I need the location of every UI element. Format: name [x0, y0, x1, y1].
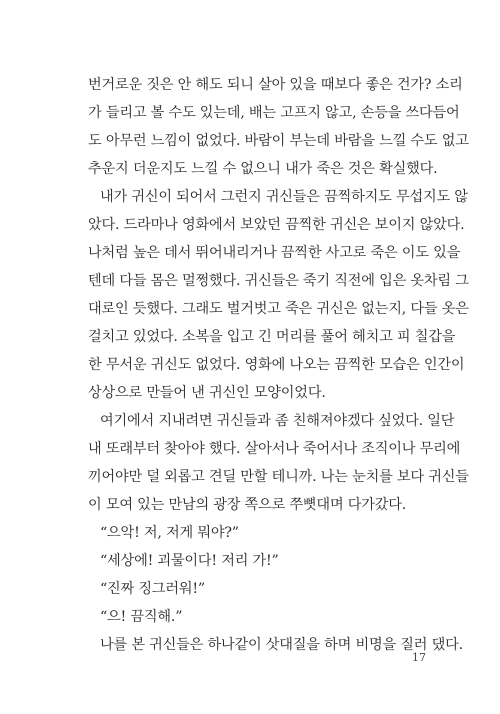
text-line: 대로인 듯했다. 그래도 벌거벗고 죽은 귀신은 없는지, 다들 옷은: [88, 301, 469, 317]
text-line: 추운지 더운지도 느낄 수 없으니 내가 죽은 것은 확실했다.: [88, 161, 438, 177]
dialogue-line: “으악! 저, 저게 뭐야?”: [100, 525, 239, 541]
text-line: 나처럼 높은 데서 뛰어내리거나 끔찍한 사고로 죽은 이도 있을: [88, 245, 461, 261]
text-line: 끼어야만 덜 외롭고 견딜 만할 테니까. 나는 눈치를 보다 귀신들: [88, 469, 469, 485]
text-line: 번거로운 짓은 안 해도 되니 살아 있을 때보다 좋은 건가? 소리: [88, 77, 463, 93]
text-line: 상상으로 만들어 낸 귀신인 모양이었다.: [88, 385, 326, 401]
text-line: 걸치고 있었다. 소복을 입고 긴 머리를 풀어 헤치고 피 칠갑을: [88, 329, 456, 345]
text-line: 한 무서운 귀신도 없었다. 영화에 나오는 끔찍한 모습은 인간이: [88, 357, 465, 373]
dialogue-line: “으! 끔직해.”: [100, 609, 183, 625]
text-line: 가 들리고 볼 수도 있는데, 배는 고프지 않고, 손등을 쓰다듬어: [88, 105, 460, 121]
page-number: 17: [412, 651, 426, 664]
text-line: 내가 귀신이 되어서 그런지 귀신들은 끔찍하지도 무섭지도 않: [100, 189, 468, 205]
text-line: 나를 본 귀신들은 하나같이 삿대질을 하며 비명을 질러 댔다.: [100, 637, 463, 653]
text-line: 도 아무런 느낌이 없었다. 바람이 부는데 바람을 느낄 수도 없고: [88, 133, 469, 149]
text-line: 았다. 드라마나 영화에서 보았던 끔찍한 귀신은 보이지 않았다.: [88, 217, 465, 233]
text-line: 여기에서 지내려면 귀신들과 좀 친해져야겠다 싶었다. 일단: [100, 413, 455, 429]
text-line: 텐데 다들 몸은 멀쩡했다. 귀신들은 죽기 직전에 입은 옷차림 그: [88, 273, 469, 289]
dialogue-line: “진짜 징그러워!”: [100, 581, 205, 597]
text-line: 내 또래부터 찾아야 했다. 살아서나 죽어서나 조직이나 무리에: [88, 441, 461, 457]
dialogue-line: “세상에! 괴물이다! 저리 가!”: [100, 553, 279, 569]
text-line: 이 모여 있는 만남의 광장 쪽으로 쭈뼛대며 다가갔다.: [88, 497, 407, 513]
